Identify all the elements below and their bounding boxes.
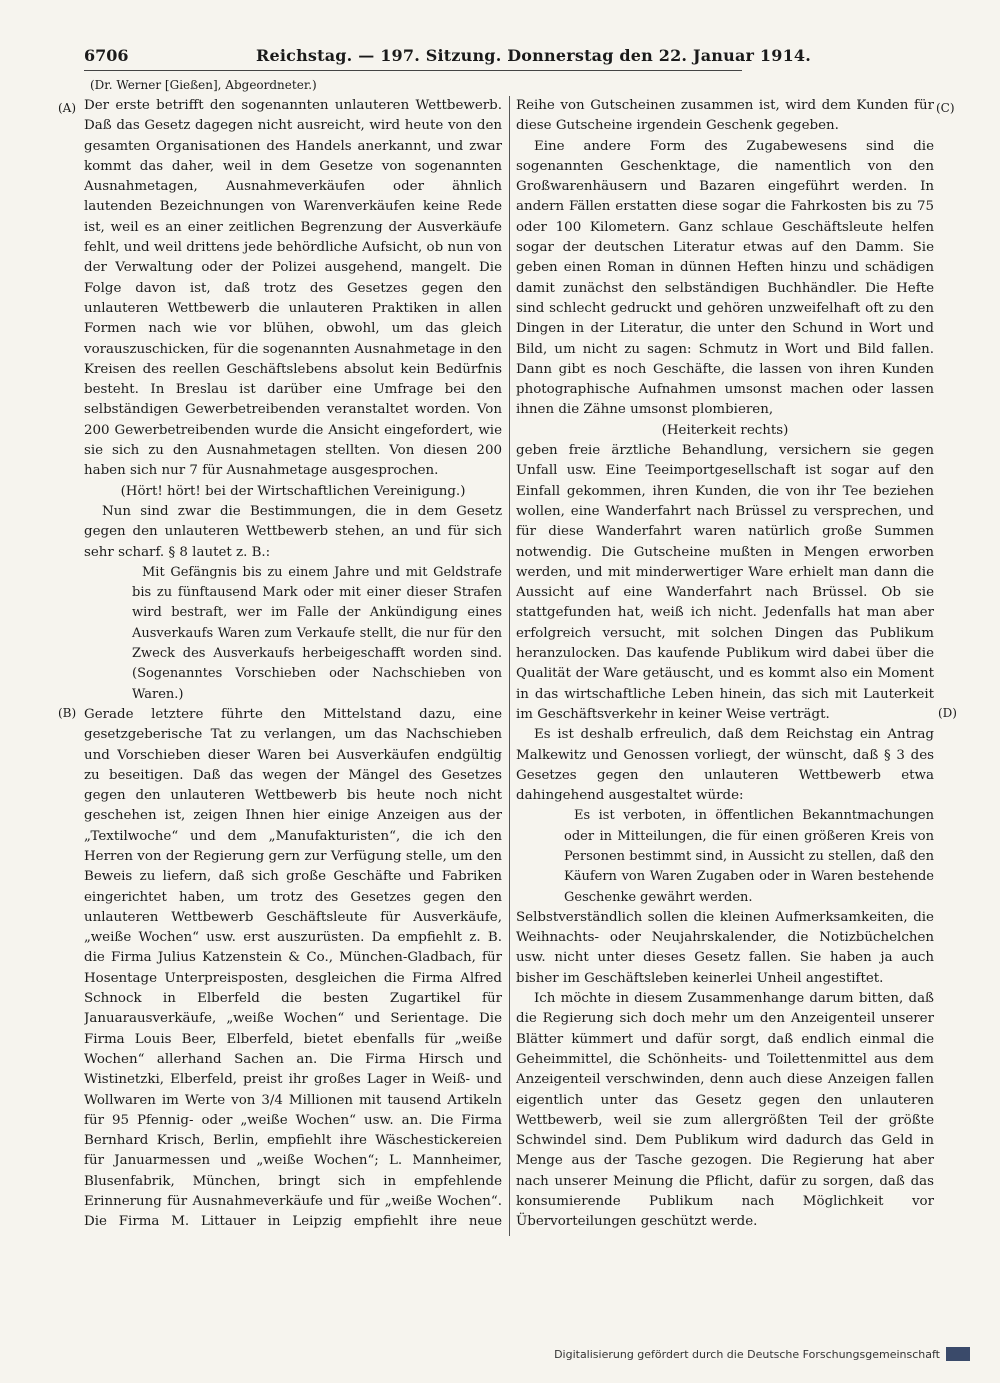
- page-title: Reichstag. — 197. Sitzung. Donnerstag den 22. Januar 1914.: [256, 46, 812, 65]
- paragraph: Der erste betrifft den sogenannten unlauteren Wettbewerb. Daß das Gesetz dagegen nicht ausreicht, wird heute von den gesamten Organisationen des Handels anerkannt, und zwar kommt das daher, weil in dem Gesetze von sogenannten Ausnahmetagen, Ausnahmeverkäufen oder ähnlich lautenden Bezeichnungen von Warenverkäufen keine Rede ist, weil es an einer zeitlichen Begrenzung der Ausverkäufe fehlt, und weil drittens jede behördliche Aufsicht, ob nun von der Verwaltung oder der Polizei ausgehend, mangelt. Die Folge davon ist, daß trotz des Gesetzes gegen den unlauteren Wettbewerb die unlauteren Praktiken in allen Formen nach wie vor blühen, obwohl, um das gleich vorauszuschicken, für die sogenannten Ausnahmetage in den Kreisen des reellen Geschäftslebens absolut kein Bedürfnis besteht. In Breslau ist darüber eine Umfrage bei den selbständigen Gewerbetreibenden veranstaltet worden. Von 200 Gewerbetreibenden wurde die Ansicht eingefordert, wie sie sich zu den Ausnahmetagen stellten. Von diesen 200 haben sich nur 7 für Ausnahmetage ausgesprochen.: [84, 98, 502, 479]
- margin-mark-a: (A): [58, 101, 77, 115]
- margin-mark-c: (C): [936, 101, 955, 115]
- interjection: (Hört! hört! bei der Wirtschaftlichen Vereinigung.): [120, 483, 466, 499]
- paragraph: Selbstverständlich sollen die kleinen Aufmerksamkeiten, die Weihnachts- oder Neujahrskalender, die Notizbüchelchen usw. nicht unter dieses Gesetz fallen. Sie haben ja auch bisher im Geschäftsleben keinerlei Unheil angestiftet.: [516, 909, 934, 986]
- paragraph: Reihe von Gutscheinen zusammen ist, wird dem Kunden für diese Gutscheine irgendein Geschenk gegeben.: [516, 98, 934, 134]
- dfg-logo-icon: [946, 1347, 970, 1361]
- quoted-motion: Es ist verboten, in öffentlichen Bekanntmachungen oder in Mitteilungen, die für einen größeren Kreis von Personen bestimmt sind, in Aussicht zu stellen, daß den Käufern von Waren Zugaben oder in Waren bestehende Geschenke gewährt werden.: [564, 808, 934, 905]
- margin-mark-d: (D): [938, 706, 957, 720]
- paragraph: Ich möchte in diesem Zusammenhange darum bitten, daß die Regierung sich doch mehr um den Anzeigenteil unserer Blätter kümmert und dafür sorgt, daß endlich einmal die Geheimmittel, die Schönheits- und Toilettenmittel aus dem Anzeigenteil verschwinden, denn auch diese Anzeigen fallen eigentlich unter das Gesetz gegen den unlauteren Wettbewerb, weil sie zum allergrößten Teil der größte Schwindel sind. Dem Publikum wird dadurch das Geld in Menge aus der Tasche gezogen. Die Regierung hat aber nach unserer Meinung die Pflicht, dafür zu sorgen, daß das konsumierende Publikum nach Möglichkeit vor Übervorteilungen geschützt werde.: [516, 991, 934, 1230]
- page-header: [84, 46, 812, 70]
- paragraph: Eine andere Form des Zugabewesens sind die sogenannten Geschenktage, die namentlich von den Großwarenhäusern und Bazaren eingeführt werden. In andern Fällen erstatten diese sogar die Fahrkosten bis zu 75 oder 100 Kilometern. Ganz schlaue Geschäftsleute helfen sogar der deutschen Literatur etwas auf den Damm. Sie geben einen Roman in dünnen Heften hinzu und schädigen damit zunächst den selbständigen Buchhändler. Die Hefte sind schlecht gedruckt und gehören unzweifelhaft oft zu den Dingen in der Literatur, die unter den Schund in Wort und Bild, um nicht zu sagen: Schmutz in Wort und Bild fallen. Dann gibt es noch Geschäfte, die lassen von ihren Kunden photographische Aufnahmen umsonst machen oder lassen ihnen die Zähne umsonst plombieren,: [516, 138, 934, 418]
- header-rule: [84, 70, 742, 71]
- footer: [554, 1343, 970, 1365]
- paragraph: Es ist deshalb erfreulich, daß dem Reichstag ein Antrag Malkewitz und Genossen vorliegt, der wünscht, daß § 3 des Gesetzes gegen den unlauteren Wettbewerb etwa dahingehend ausgestaltet würde:: [516, 727, 934, 804]
- interjection: (Heiterkeit rechts): [661, 422, 789, 438]
- left-column: [84, 96, 502, 1236]
- paragraph: [516, 1233, 934, 1236]
- paragraph: Nun sind zwar die Bestimmungen, die in dem Gesetz gegen den unlauteren Wettbewerb stehen, an und für sich sehr scharf. § 8 lautet z. B.:: [84, 503, 502, 560]
- column-divider: [509, 96, 510, 1236]
- margin-mark-b: (B): [58, 706, 77, 720]
- right-column: [516, 96, 934, 1236]
- page-number: 6706: [84, 46, 129, 65]
- paragraph: geben freie ärztliche Behandlung, versichern sie gegen Unfall usw. Eine Teeimportgesellschaft ist sogar auf den Einfall gekommen, ihren Kunden, die von ihr Tee beziehen wollen, eine Wanderfahrt nach Brüssel zu versprechen, und für diese Wanderfahrt waren natürlich große Summen notwendig. Die Gutscheine mußten in Mengen erworben werden, und mit minderwertiger Ware erhielt man dann die Aussicht auf eine Wanderfahrt nach Brüssel. Ob sie stattgefunden hat, weiß ich nicht. Jedenfalls hat man aber erfolgreich versucht, mit solchen Dingen das Publikum heranzulocken. Das kaufende Publikum wird dabei über die Qualität der Ware getäuscht, und es kommt also ein Moment in das wirtschaftliche Leben hinein, das sich mit Lauterkeit im Geschäftsverkehr in keiner Weise verträgt.: [516, 443, 934, 722]
- speaker-continuation: (Dr. Werner [Gießen], Abgeordneter.): [90, 78, 317, 92]
- paragraph: Gerade letztere führte den Mittelstand dazu, eine gesetzgeberische Tat zu verlangen, um das Nachschieben und Vorschieben dieser Waren bei Ausverkäufen endgültig zu beseitigen. Daß das wegen der Mängel des Gesetzes gegen den unlauteren Wettbewerb bis heute noch nicht geschehen ist, zeigen Ihnen hier einige Anzeigen aus der „Textilwoche“ und dem „Manufakturisten“, die ich den Herren von der Regierung gern zur Verfügung stelle, um den Beweis zu liefern, daß sich große Geschäfte und Fabriken eingerichtet haben, um trotz des Gesetzes gegen den unlauteren Wettbewerb Geschäftsleute für Ausverkäufe, „weiße Wochen“ usw. erst auszurüsten. Da empfiehlt z. B. die Firma Julius Katzenstein & Co., München-Gladbach, für Hosentage Unterpreisposten, desgleichen die Firma Alfred Schnock in Elberfeld die besten Zugartikel für Januarausverkäufe, „weiße Wochen“ und Serientage. Die Firma Louis Beer, Elberfeld, bietet ebenfalls für „weiße Wochen“ allerhand Sachen an. Die Firma Hirsch und Wistinetzki, Elberfeld, preist ihr großes Lager in Weiß- und Wollwaren im Werte von 3/4 Millionen mit tausend Artikeln für 95 Pfennig- oder „weiße Wochen“ usw. an. Die Firma Bernhard Krisch, Berlin, empfiehlt ihre Wäschestickereien für Januarmessen und „weiße Wochen“; L. Mannheimer, Blusenfabrik, München, bringt sich in empfehlende Erinnerung für Ausnahmeverkäufe und für „weiße Wochen“. Die Firma M. Littauer in Leipzig empfiehlt ihre neue: [84, 706, 502, 1230]
- quoted-law: Mit Gefängnis bis zu einem Jahre und mit Geldstrafe bis zu fünftausend Mark oder mit einer dieser Strafen wird bestraft, wer im Falle der Ankündigung eines Ausverkaufs Waren zum Verkaufe stellt, die nur für den Zweck des Ausverkaufs herbeigeschafft worden sind. (Sogenanntes Vorschieben oder Nachschieben von Waren.): [132, 564, 502, 702]
- footer-credit: Digitalisierung gefördert durch die Deutsche Forschungsgemeinschaft: [554, 1347, 940, 1361]
